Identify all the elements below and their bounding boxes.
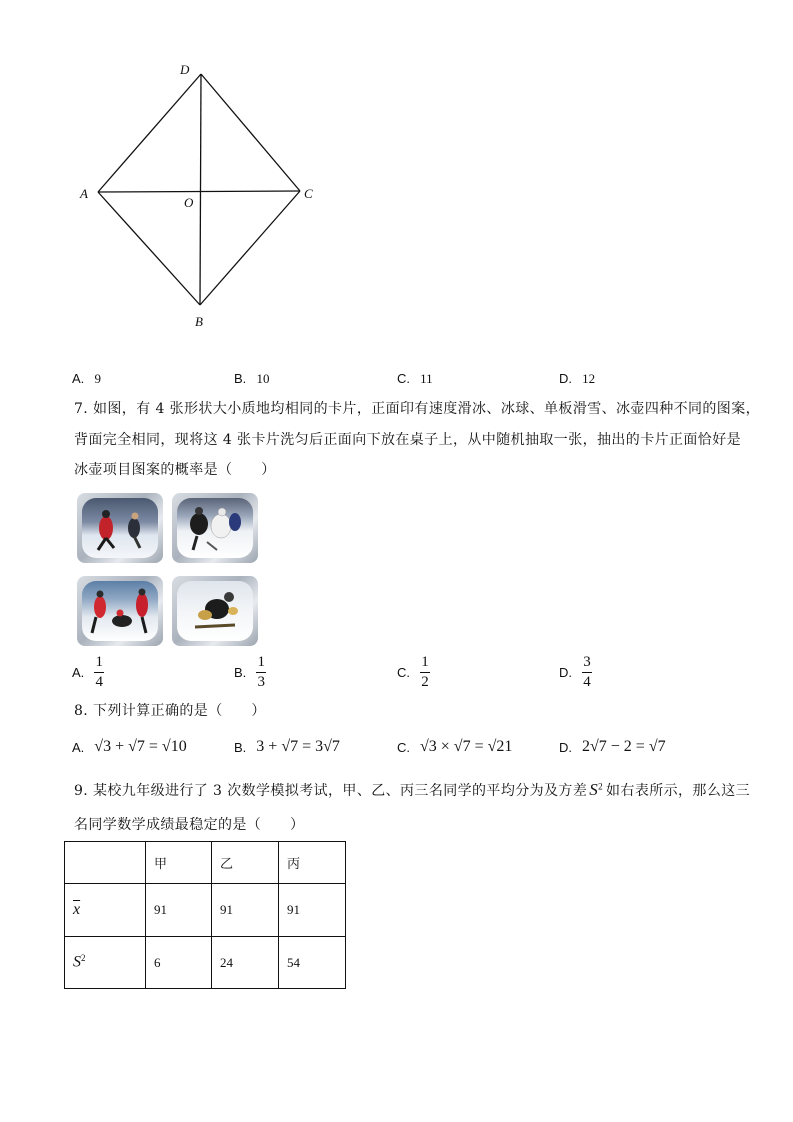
fraction: [94, 654, 104, 690]
snowboarder-icon: [177, 581, 253, 641]
option-value: 10: [256, 371, 270, 386]
math-expression: 2√7 − 2 = √7: [582, 738, 666, 755]
q9-stem-part-b: 如右表所示，那么这三: [606, 783, 751, 799]
center-label-o: O: [184, 195, 194, 210]
q6-option-a[interactable]: [72, 371, 101, 387]
card-curling: [77, 576, 163, 646]
variance-exponent: 2: [598, 781, 604, 792]
vertex-label-b: B: [195, 314, 203, 329]
q8-option-d[interactable]: [559, 738, 666, 756]
q7-stem-line-1: 7. 如图，有 4 张形状大小质地均相同的卡片，正面印有速度滑冰、冰球、单板滑雪、冰壶四种不同的图案，: [74, 401, 761, 417]
q9-stem-part-a: 9. 某校九年级进行了 3 次数学模拟考试，甲、乙、丙三名同学的平均分为及方差: [74, 783, 588, 799]
mean-symbol: $\overline{x}$: [73, 901, 81, 918]
fraction: [582, 654, 592, 690]
option-letter: B.: [234, 739, 247, 755]
q6-option-d[interactable]: [559, 371, 595, 387]
vertex-label-a: A: [80, 186, 88, 201]
fraction-numerator: 1: [421, 654, 429, 670]
math-expression: 3 + √7 = 3√7: [256, 738, 340, 755]
table-cell: 91: [146, 884, 212, 937]
q7-option-c[interactable]: [397, 654, 430, 690]
fraction: [256, 654, 266, 690]
speed-skater-icon: [82, 498, 158, 558]
hockey-players-icon: [177, 498, 253, 558]
option-letter: A.: [72, 371, 85, 386]
q8-stem: 8. 下列计算正确的是（ ）: [74, 703, 266, 719]
fraction-numerator: 1: [95, 654, 104, 670]
card-snowboarding: [172, 576, 258, 646]
q9-stem-line-1: [74, 781, 750, 798]
table-header-cell: 甲: [146, 842, 212, 884]
option-letter: C.: [397, 371, 410, 386]
fraction: [420, 654, 430, 690]
option-letter: B.: [234, 371, 247, 386]
table-cell: 91: [279, 884, 346, 937]
q6-option-c[interactable]: [397, 371, 433, 387]
option-letter: B.: [234, 664, 247, 680]
option-letter: D.: [559, 739, 572, 755]
math-expression: √3 + √7 = √10: [94, 738, 187, 755]
fraction-denominator: 4: [95, 673, 104, 690]
q8-option-c[interactable]: [397, 738, 512, 756]
q7-option-d[interactable]: [559, 654, 592, 690]
variance-symbol: S: [589, 780, 599, 799]
option-letter: C.: [397, 664, 410, 680]
option-letter: D.: [559, 371, 572, 386]
q8-option-b[interactable]: [234, 738, 340, 756]
option-letter: A.: [72, 664, 85, 680]
q8-option-a[interactable]: [72, 738, 187, 756]
table-row: [65, 937, 346, 989]
q7-option-a[interactable]: [72, 654, 104, 690]
card-speed-skating: [77, 493, 163, 563]
variance-exponent: 2: [81, 953, 86, 964]
table-cell: 91: [212, 884, 279, 937]
row-label-variance: [65, 937, 146, 989]
table-header-cell: [65, 842, 146, 884]
fraction-numerator: 1: [257, 654, 266, 670]
table-cell: 6: [146, 937, 212, 989]
table-row: [65, 884, 346, 937]
card-ice-hockey: [172, 493, 258, 563]
curling-players-icon: [82, 581, 158, 641]
option-letter: C.: [397, 739, 410, 755]
fraction-denominator: 3: [257, 673, 266, 690]
option-letter: D.: [559, 664, 572, 680]
option-value: 11: [420, 371, 433, 386]
variance-symbol: S: [73, 953, 81, 971]
q7-stem-line-3: 冰壶项目图案的概率是（ ）: [74, 462, 276, 478]
fraction-denominator: 2: [421, 673, 429, 690]
row-label-mean: [65, 884, 146, 937]
option-value: 12: [582, 371, 596, 386]
math-expression: √3 × √7 = √21: [420, 738, 513, 755]
option-letter: A.: [72, 739, 85, 755]
table-cell: 54: [279, 937, 346, 989]
fraction-denominator: 4: [583, 673, 591, 690]
fraction-numerator: 3: [583, 654, 591, 670]
vertex-label-c: C: [304, 186, 313, 201]
table-header-cell: 丙: [279, 842, 346, 884]
q7-option-b[interactable]: [234, 654, 266, 690]
table-cell: 24: [212, 937, 279, 989]
q7-stem-line-2: 背面完全相同，现将这 4 张卡片洗匀后正面向下放在桌子上，从中随机抽取一张，抽出的卡片正面恰好是: [74, 432, 742, 448]
rhombus-figure: [60, 55, 340, 340]
vertex-label-d: D: [180, 62, 190, 77]
q9-stem-line-2: 名同学数学成绩最稳定的是（ ）: [74, 817, 305, 833]
table-header-cell: 乙: [212, 842, 279, 884]
variance-table: [64, 841, 346, 989]
q6-option-b[interactable]: [234, 371, 269, 387]
table-header-row: [65, 842, 346, 884]
option-value: 9: [94, 371, 101, 386]
